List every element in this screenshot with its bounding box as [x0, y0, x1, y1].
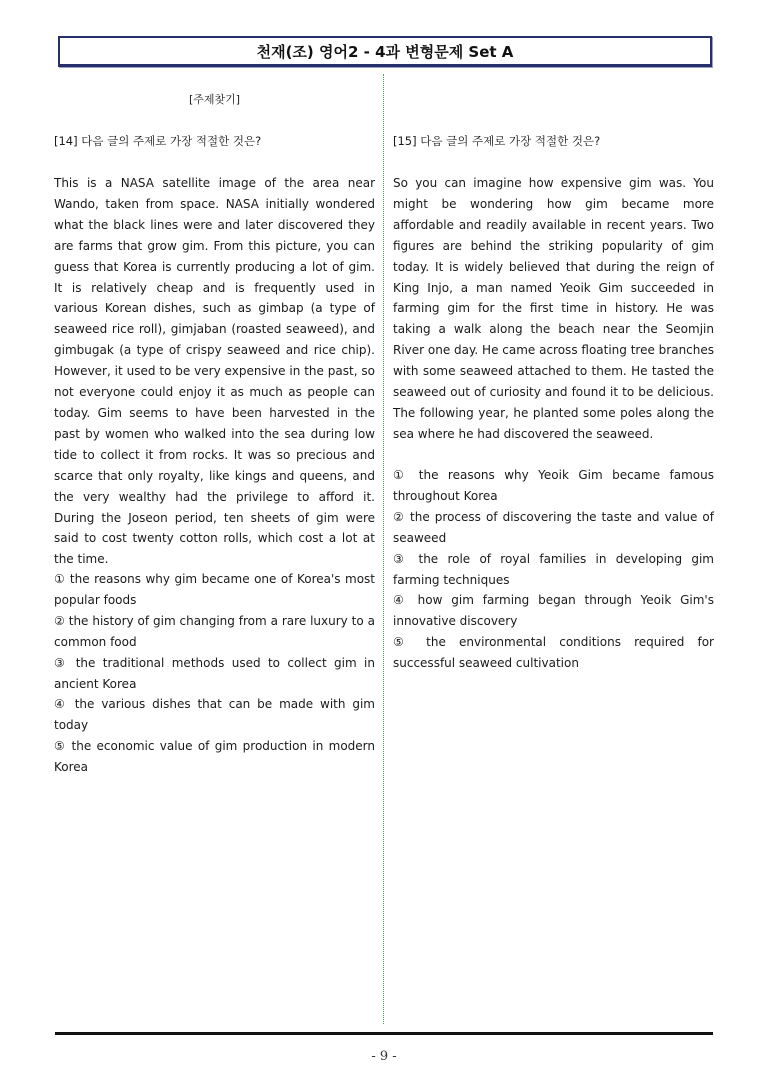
question-14-heading: [14] 다음 글의 주제로 가장 적절한 것은?	[54, 134, 262, 148]
option-2: ② the history of gim changing from a rare luxury to a common food	[54, 613, 375, 649]
option-3: ③ the traditional methods used to collect gim in ancient Korea	[54, 655, 375, 691]
footer-rule	[55, 1032, 713, 1035]
option-4: ④ the various dishes that can be made with gim today	[54, 697, 375, 733]
section-label: [주제찾기]	[188, 93, 241, 106]
question-15-passage: So you can imagine how expensive gim was. You might be wondering how gim became more affordable and readily available in recent years. Two figures are behind the striking popularity of gim today. It is widely believed that during the reign of King Injo, a man named Yeoik Gim succeeded in farming gim for the first time in history. He was taking a walk along the beach near the Seomjin River one day. He came across floating tree branches with some seaweed attached to them. He tasted the seaweed out of curiosity and found it to be delicious. The following year, he planted some poles along the sea where he had discovered the seaweed.	[393, 176, 715, 441]
option-3: ③ the role of royal families in developing gim farming techniques	[393, 551, 714, 587]
column-divider	[383, 74, 384, 1024]
page-number: - 9 -	[371, 1049, 397, 1064]
option-5: ⑤ the economic value of gim production in modern Korea	[54, 739, 375, 775]
option-5: ⑤ the environmental conditions required for successful seaweed cultivation	[393, 635, 714, 671]
document-title: 천재(조) 영어2 - 4과 변형문제 Set A	[58, 36, 712, 67]
option-4: ④ how gim farming began through Yeoik Gim's innovative discovery	[393, 593, 714, 629]
option-2: ② the process of discovering the taste and value of seaweed	[393, 509, 714, 545]
question-15-options	[393, 465, 714, 674]
question-15-heading: [15] 다음 글의 주제로 가장 적절한 것은?	[393, 134, 601, 148]
option-1: ① the reasons why Yeoik Gim became famous throughout Korea	[393, 468, 714, 503]
option-1: ① the reasons why gim became one of Korea's most popular foods	[54, 572, 375, 607]
question-14-passage: This is a NASA satellite image of the area near Wando, taken from space. NASA initially wondered what the black lines were and later discovered they are farms that grow gim. From this picture, you can guess that Korea is currently producing a lot of gim. It is relatively cheap and is frequently used in various Korean dishes, such as gimbap (a type of seaweed rice roll), gimjaban (roasted seaweed), and gimbugak (a type of crispy seaweed and rice chip). However, it used to be very expensive in the past, so not everyone could enjoy it as much as people can today. Gim seems to have been harvested in the past by women who walked into the sea during low tide to collect it from rocks. It was so precious and scarce that only royalty, like kings and queens, and the very wealthy had the privilege to afford it. During the Joseon period, ten sheets of gim were said to cost twenty cotton rolls, which cost a lot at the time.	[54, 176, 375, 567]
question-14-options	[54, 569, 375, 778]
